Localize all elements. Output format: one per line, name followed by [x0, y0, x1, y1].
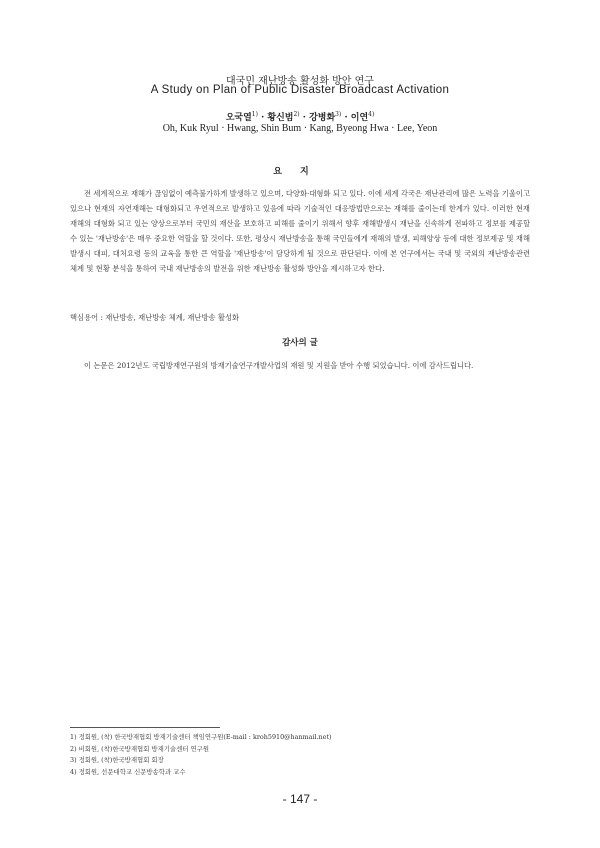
author-name: 강병화 — [309, 113, 336, 123]
paper-title-korean: 대국민 재난방송 활성화 방안 연구 — [226, 76, 374, 87]
abstract-body: 전 세계적으로 재해가 끊임없이 예측불가하게 발생하고 있으며, 다양화·대형화 되고 있다. 이에 세계 각국은 재난관리에 많은 노력을 기울이고 있으나 현재의 자연재해는 대형화되고 우연적으로 발생하고 있음에 따라 기술적인 대응방법만으로는 재해를 줄이는데 한계가 있다. 이러한 현재 재해의 대형화 되고 있는 양상으로부터 국민의 재산을 보호하고 피해를 줄이기 위해서 향후 재해발생시 재난을 신속하게 전파하고 정보를 제공할 수 있는 '재난방송'은 매우 중요한 역할을 할 것이다. 또한, 평상시 재난방송을 통해 국민들에게 재해의 발생, 피해양상 등에 대한 정보제공 및 재해발생시 대피, 대처요령 등의 교육을 통한 큰 역할을 '재난방송'이 담당하게 될 것으로 판단된다. 이에 본 연구에서는 국내 및 국외의 재난방송관련 체계 및 현황 분석을 통하여 국내 재난방송의 발전을 위한 재난방송 활성화 방안을 제시하고자 한다. — [70, 189, 530, 273]
author-name: 오국열 — [225, 113, 252, 123]
footnote-divider — [70, 727, 220, 728]
author-name: 이연 — [350, 113, 369, 123]
abstract-heading: 요지 — [273, 167, 327, 177]
author-footnote-mark: 1) — [251, 111, 258, 118]
footnotes — [70, 732, 530, 778]
author-footnote-mark: 4) — [368, 111, 375, 118]
keywords: 핵심용어 : 재난방송, 재난방송 체계, 재난방송 활성화 — [70, 313, 240, 322]
footnote: 3) 정회원, (착)한국방재협회 회장 — [70, 756, 164, 764]
acknowledgement-heading: 감사의 글 — [282, 338, 318, 348]
page-number: - 147 - — [282, 792, 318, 806]
footnote: 2) 비회원, (착)한국방재협회 방재기술센터 연구원 — [70, 744, 209, 753]
author-footnote-mark: 2) — [293, 111, 300, 118]
author-separator: · — [344, 113, 348, 123]
author-name: 황신범 — [267, 113, 294, 123]
footnote: 4) 정회원, 선문대학교 신문방송학과 교수 — [70, 767, 186, 776]
authors-english: Oh, Kuk Ryul · Hwang, Shin Bum · Kang, Byeong Hwa · Lee, Yeon — [162, 123, 438, 134]
paper-title-english: A Study on Plan of Public Disaster Broadcast Activation — [150, 84, 450, 96]
author-footnote-mark: 3) — [335, 111, 342, 118]
acknowledgement-body: 이 논문은 2012년도 국립방재연구원의 방재기술연구개발사업의 재원 및 지원을 받아 수행 되었습니다. 이에 감사드립니다. — [84, 361, 474, 370]
author-separator: · — [261, 113, 265, 123]
author-separator: · — [302, 113, 306, 123]
footnote: 1) 정회원, (착) 한국방재협회 방재기술센터 책임연구원(E-mail : kroh5910@hanmail.net) — [70, 733, 332, 741]
authors-korean — [0, 110, 600, 123]
